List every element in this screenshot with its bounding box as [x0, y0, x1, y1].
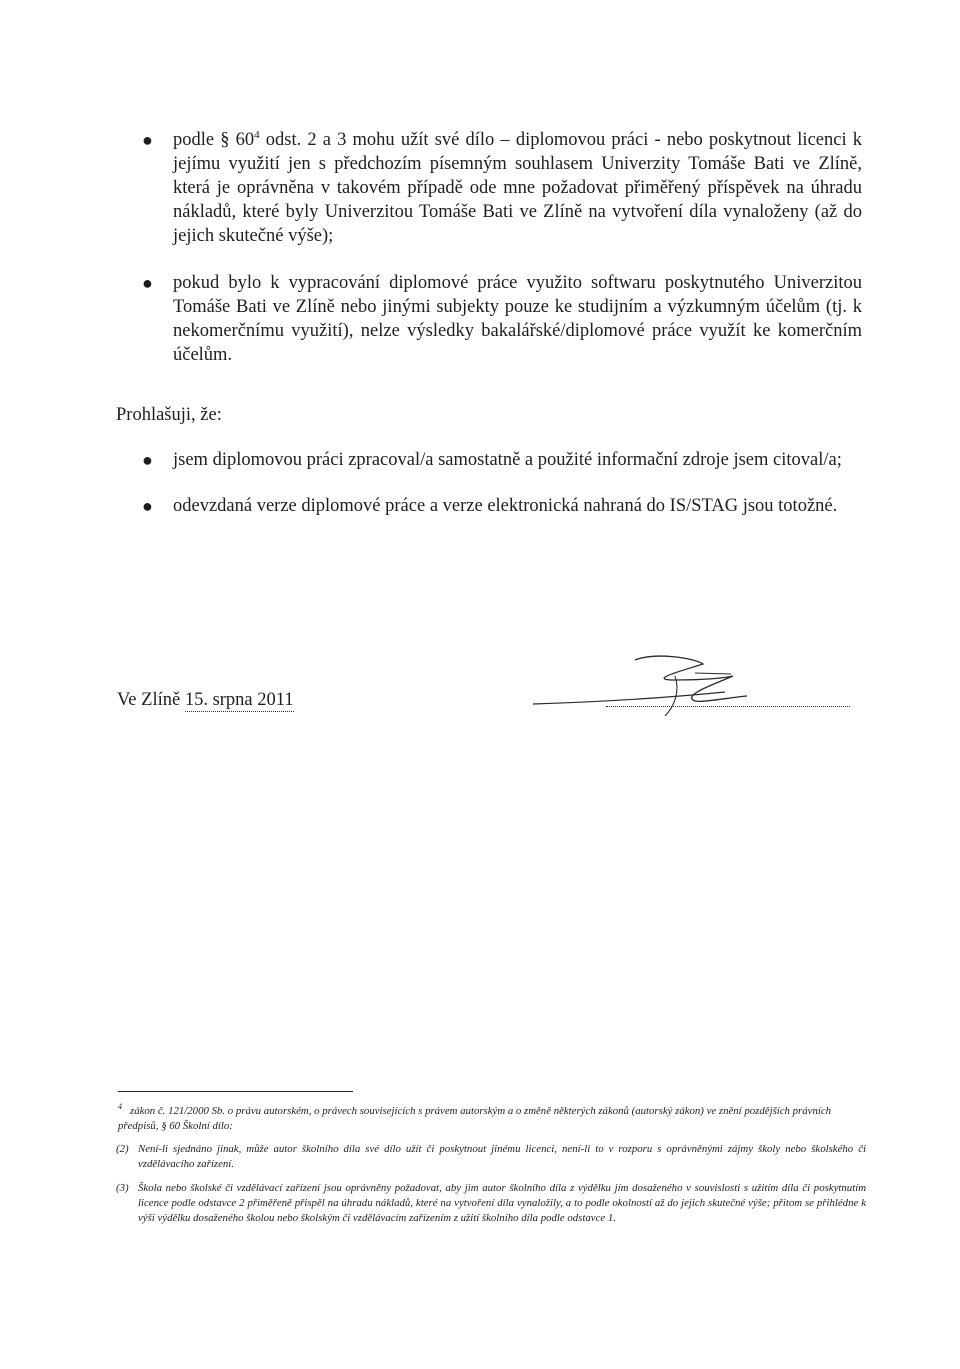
list-item-text: podle § $60^4$ odst. 2 a 3 mohu užít své dílo – diplomovou práci - nebo poskytnout licenci k jejímu využití jen s předchozím písemným souhlasem Univerzity Tomáše Bati ve Zlíně, která je oprávněna v takovém případě ode mne požadovat přiměřený příspěvek na úhradu nákladů, které byly Univerzitou Tomáše Bati ve Zlíně na vytvoření díla vynaloženy (až do jejich skutečné výše); — [173, 128, 862, 246]
list-item — [142, 271, 862, 367]
bullet-icon: ● — [142, 450, 153, 470]
list-item-text: pokud bylo k vypracování diplomové práce využito softwaru poskytnutého Univerzitou Tomáše Bati ve Zlíně nebo jinými subjekty pouze ke studijním a výzkumným účelům (tj. k nekomerčnímu využití), nelze výsledky bakalářské/diplomové práce využít ke komerčním účelům. — [173, 273, 862, 365]
handwritten-signature — [525, 640, 765, 720]
date-value: 15. srpna 2011 — [184, 690, 294, 710]
place-date-line — [117, 688, 294, 712]
place-label: Ve Zlíně — [117, 690, 181, 710]
footnote-reference: 4 — [254, 128, 260, 141]
list-item — [142, 448, 862, 472]
list-item — [142, 494, 862, 518]
declaration-list — [142, 448, 862, 518]
license-conditions-list — [142, 128, 862, 367]
footnote-separator — [118, 1091, 353, 1092]
list-item — [142, 128, 862, 248]
declaration-heading: Prohlašuji, že: — [116, 405, 222, 425]
footnote-number: 4 — [118, 1102, 122, 1112]
bullet-icon: ● — [142, 273, 153, 293]
footnote-main: $^4$ zákon č. 121/2000 Sb. o právu autorském, o právech souvisejících s právem autorským a o změně některých zákonů (autorský zákon) ve znění pozdějších právních předpisů, § 60 Školní dílo: — [118, 1102, 832, 1132]
bullet-icon: ● — [142, 130, 153, 150]
footnote-item: (2) Není-li sjednáno jinak, může autor školního díla své dílo užít či poskytnout jinému licenci, není-li to v rozporu s oprávněnými zájmy školy nebo školského či vzdělávacího zařízení. — [116, 1143, 866, 1170]
list-item-text: jsem diplomovou práci zpracoval/a samostatně a použité informační zdroje jsem citoval/a; — [173, 450, 842, 470]
footnote-item: (3) Škola nebo školské či vzdělávací zařízení jsou oprávněny požadovat, aby jim autor školního díla z výdělku jím dosaženého v souvislosti s užitím díla či poskytnutím licence podle odstavce 2 přiměřeně přispěl na úhradu nákladů, které na vytvoření díla vynaložily, a to podle okolností až do jejich skutečné výše; přitom se přihlédne k výši výdělku dosaženého školou nebo školským či vzdělávacím zařízením z užití školního díla podle odstavce 1. — [116, 1182, 866, 1224]
list-item-text: odevzdaná verze diplomové práce a verze elektronická nahraná do IS/STAG jsou totožné. — [173, 496, 838, 516]
footnotes — [118, 1104, 866, 1226]
bullet-icon: ● — [142, 496, 153, 516]
